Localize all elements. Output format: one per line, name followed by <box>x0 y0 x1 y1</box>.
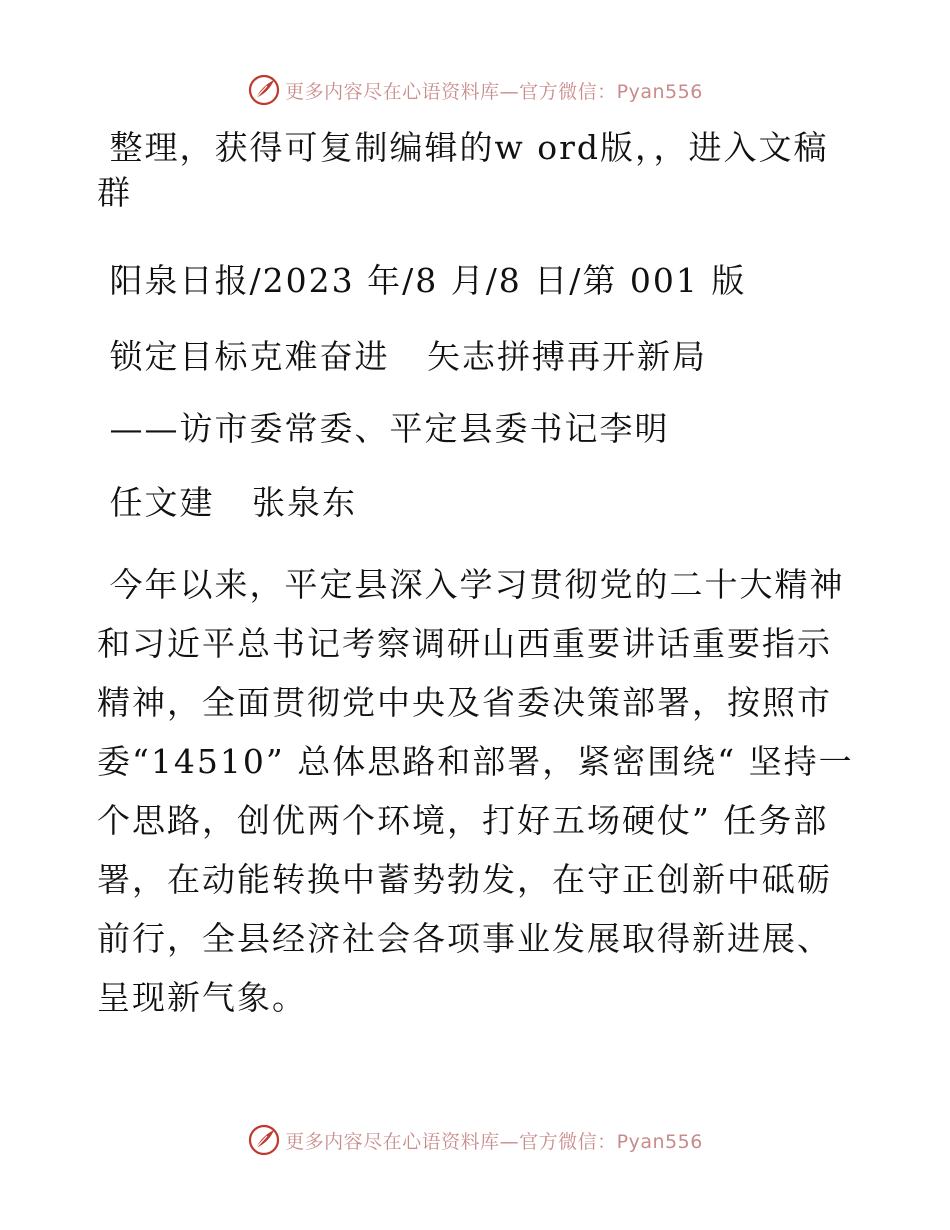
feather-pen-logo-icon <box>247 73 281 107</box>
footer-watermark <box>0 1120 950 1160</box>
article-paragraph: 今年以来，平定县深入学习贯彻党的二十大精神和习近平总书记考察调研山西重要讲话重要指示精神，全面贯彻党中央及省委决策部署，按照市委“14510” 总体思路和部署，紧密围绕“ 坚持一个思路，创优两个环境，打好五场硬仗” 任务部署，在动能转换中蓄势勃发，在守正创新中砥砺前行，全县经济社会各项事业发展取得新进展、呈现新气象。 <box>97 565 854 1017</box>
intro-line: 整理，获得可复制编辑的w ord版，，进入文稿群 <box>97 128 829 212</box>
watermark-text: 更多内容尽在心语资料库—官方微信：Pyan556 <box>285 80 703 103</box>
article-subtitle: ——访市委常委、平定县委书记李明 <box>97 409 670 448</box>
feather-pen-logo-icon <box>247 1123 281 1157</box>
watermark-text: 更多内容尽在心语资料库—官方微信：Pyan556 <box>285 1130 703 1153</box>
header-watermark <box>0 70 950 110</box>
dateline: 阳泉日报/2023 年/8 月/8 日/第 001 版 <box>97 261 747 300</box>
article-authors: 任文建 张泉东 <box>97 483 357 522</box>
article-title: 锁定目标克难奋进 矢志拼搏再开新局 <box>97 337 707 376</box>
